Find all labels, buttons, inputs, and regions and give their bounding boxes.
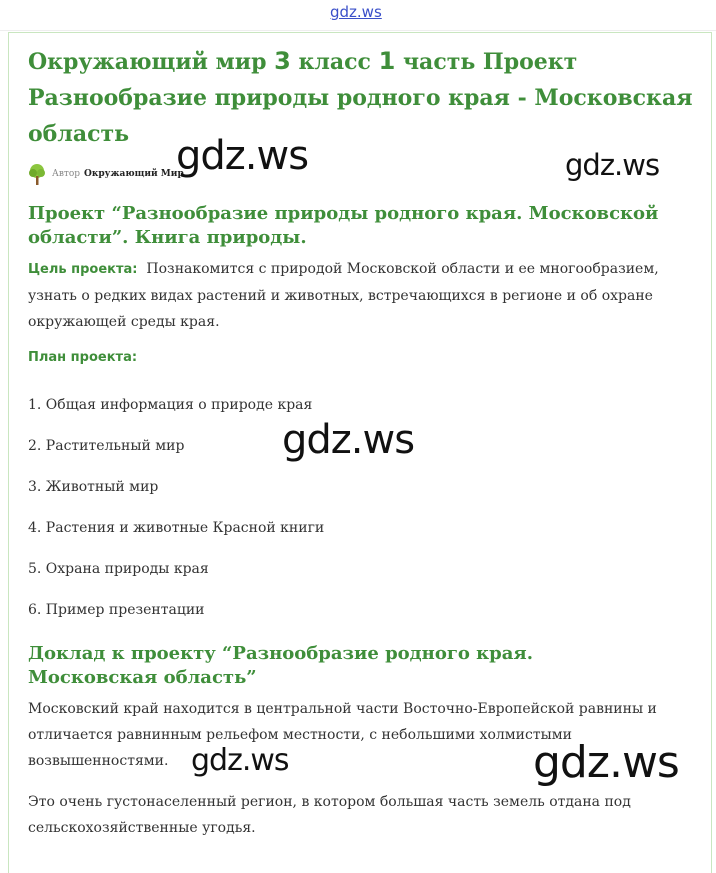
- goal-label: Цель проекта:: [28, 262, 138, 277]
- watermark: gdz.ws: [282, 417, 415, 463]
- section-heading-report: Доклад к проекту “Разнообразие родного края. Московская область”: [28, 643, 533, 688]
- plan-label: План проекта:: [28, 350, 138, 365]
- title-part: часть Проект Разнообразие природы родного края - Московская область: [28, 49, 693, 147]
- plan-item: 1. Общая информация о природе края: [28, 397, 313, 413]
- watermark: gdz.ws: [176, 133, 309, 179]
- tree-icon: [27, 163, 47, 185]
- watermark: gdz.ws: [191, 743, 289, 778]
- title-part-number: 1: [378, 47, 396, 75]
- section-heading-project: Проект “Разнообразие природы родного края. Московской области”. Книга природы.: [28, 203, 659, 248]
- goal-text: Познакомится с природой Московской области и ее многообразием, узнать о редких видах растений и животных, встречающихся в регионе и об охране окружающей среды края.: [28, 261, 659, 330]
- author-prefix: Автор: [52, 169, 81, 179]
- watermark: gdz.ws: [565, 148, 660, 182]
- watermark: gdz.ws: [533, 737, 679, 788]
- project-goal: [28, 256, 688, 335]
- report-paragraph: Московский край находится в центральной части Восточно-Европейской равнины и отличается равнинным рельефом местности, с небольшими холмистыми возвышенностями.: [28, 701, 657, 769]
- title-part: Окружающий мир: [28, 49, 275, 75]
- report-paragraph: Это очень густонаселенный регион, в котором большая часть земель отдана под сельскохозяйственные угодья.: [28, 794, 631, 836]
- top-bar: [0, 0, 716, 31]
- plan-item: 4. Растения и животные Красной книги: [28, 520, 325, 536]
- author-name[interactable]: Окружающий Мир: [84, 169, 184, 179]
- author-line: [27, 163, 184, 185]
- plan-item: 5. Охрана природы края: [28, 561, 209, 577]
- page-title: [28, 43, 698, 152]
- plan-item: 3. Животный мир: [28, 479, 159, 495]
- plan-item: 6. Пример презентации: [28, 602, 205, 618]
- site-link[interactable]: gdz.ws: [330, 3, 382, 21]
- plan-item: 2. Растительный мир: [28, 438, 185, 454]
- title-part: класс: [290, 49, 379, 75]
- title-grade-number: 3: [274, 47, 291, 75]
